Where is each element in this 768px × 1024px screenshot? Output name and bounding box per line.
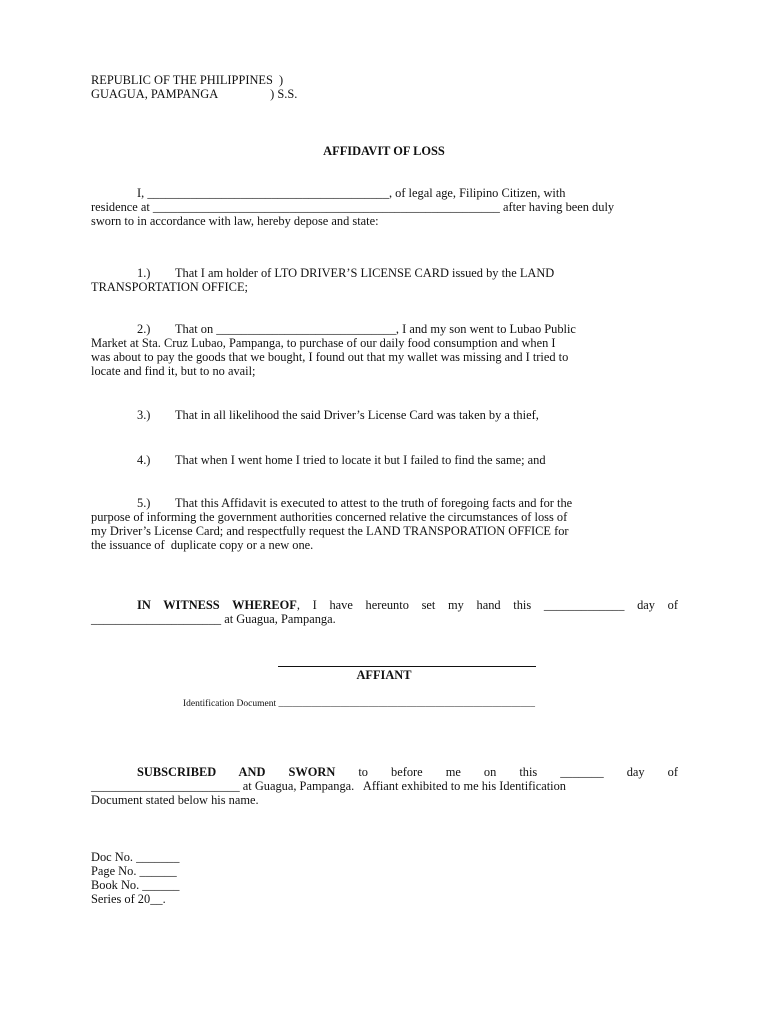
paragraph-2-line-4: locate and find it, but to no avail;	[91, 364, 256, 378]
doc-number: Doc No. _______	[91, 850, 180, 864]
document-title: AFFIDAVIT OF LOSS	[323, 144, 445, 158]
jurat-line-2: ________________________ at Guagua, Pampanga. Affiant exhibited to me his Identification	[91, 779, 567, 793]
jurat-line-1	[137, 765, 678, 779]
intro-line-2: residence at ________________________________________________________ after having been duly	[91, 200, 615, 214]
intro-line-3: sworn to in accordance with law, hereby depose and state:	[91, 214, 379, 228]
header-venue-line-1: REPUBLIC OF THE PHILIPPINES )	[91, 73, 284, 87]
affiant-signature-line	[278, 666, 536, 667]
paragraph-4: 4.) That when I went home I tried to locate it but I failed to find the same; and	[137, 453, 546, 467]
jurat-line-3: Document stated below his name.	[91, 793, 259, 807]
paragraph-2-line-2: Market at Sta. Cruz Lubao, Pampanga, to purchase of our daily food consumption and when I	[91, 336, 556, 350]
witness-text: , I have hereunto set my hand this _____________ day of	[296, 598, 678, 612]
identification-document-line: Identification Document ______________________________________________________	[183, 699, 535, 709]
paragraph-1-line-2: TRANSPORTATION OFFICE;	[91, 280, 248, 294]
paragraph-3: 3.) That in all likelihood the said Driver’s License Card was taken by a thief,	[137, 408, 539, 422]
paragraph-5-line-4: the issuance of duplicate copy or a new one.	[91, 538, 314, 552]
witness-heading: IN WITNESS WHEREOF	[137, 598, 297, 612]
book-number: Book No. ______	[91, 878, 180, 892]
paragraph-5-line-3: my Driver’s License Card; and respectfully request the LAND TRANSPORATION OFFICE for	[91, 524, 569, 538]
paragraph-5-line-2: purpose of informing the government authorities concerned relative the circumstances of loss of	[91, 510, 568, 524]
paragraph-2-line-1: 2.) That on _____________________________, I and my son went to Lubao Public	[137, 322, 576, 336]
paragraph-2-line-3: was about to pay the goods that we bought, I found out that my wallet was missing and I tried to	[91, 350, 569, 364]
intro-line-1: I, _______________________________________, of legal age, Filipino Citizen, with	[137, 186, 566, 200]
witness-line-2: _____________________ at Guagua, Pampanga.	[91, 612, 336, 626]
affiant-label: AFFIANT	[356, 668, 412, 682]
jurat-text: to before me on this _______ day of	[335, 765, 678, 779]
witness-line-1	[137, 598, 678, 612]
paragraph-5-line-1: 5.) That this Affidavit is executed to attest to the truth of foregoing facts and for the	[137, 496, 573, 510]
page-number: Page No. ______	[91, 864, 177, 878]
header-venue-line-2: GUAGUA, PAMPANGA ) S.S.	[91, 87, 298, 101]
series-year: Series of 20__.	[91, 892, 166, 906]
paragraph-1-line-1: 1.) That I am holder of LTO DRIVER’S LICENSE CARD issued by the LAND	[137, 266, 555, 280]
jurat-heading: SUBSCRIBED AND SWORN	[137, 765, 336, 779]
